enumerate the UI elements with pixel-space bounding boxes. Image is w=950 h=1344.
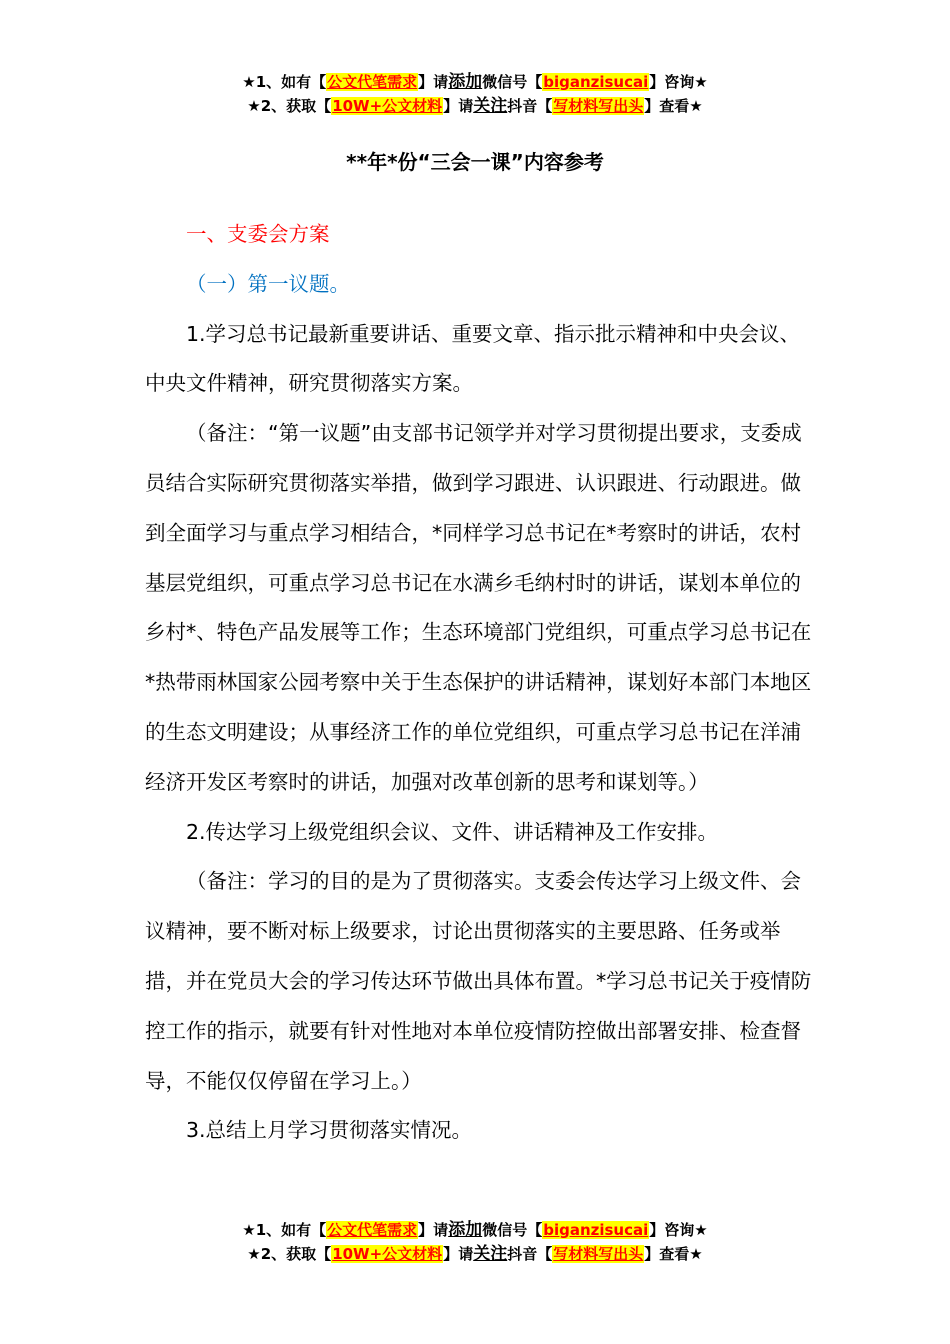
footer-highlight-wechat-id: biganzisucai	[543, 1221, 649, 1239]
footer-highlight-materials: 10W+公文材料	[332, 1245, 443, 1263]
footer-highlight-service: 公文代笔需求	[327, 1221, 418, 1239]
banner-line-2: ★2、获取【10W+公文材料】请关注抖音【写材料写出头】查看★	[247, 96, 703, 116]
footer-highlight-douyin: 写材料写出头	[553, 1245, 644, 1263]
footer-emphasis-add: 添加	[448, 1220, 483, 1240]
paragraph-note-2: （备注：学习的目的是为了贯彻落实。支委会传达学习上级文件、会议精神，要不断对标上级要求，讨论出贯彻落实的主要思路、任务或举措，并在党员大会的学习传达环节做出具体布置。*学习总书记关于疫情防控工作的指示，就要有针对性地对本单位疫情防控做出部署安排、检查督导，不能仅仅停留在学习上。）	[145, 869, 812, 1093]
footer-banner-line-2: ★2、获取【10W+公文材料】请关注抖音【写材料写出头】查看★	[247, 1244, 703, 1264]
document-title: **年*份“三会一课”内容参考	[346, 150, 604, 174]
paragraph-item-2: 2.传达学习上级党组织会议、文件、讲话精神及工作安排。	[186, 819, 719, 844]
paragraph-note-1: （备注：“第一议题”由支部书记领学并对学习贯彻提出要求，支委成员结合实际研究贯彻落实举措，做到学习跟进、认识跟进、行动跟进。做到全面学习与重点学习相结合，*同样学习总书记在*考察时的讲话，农村基层党组织，可重点学习总书记在水满乡毛纳村时的讲话，谋划本单位的乡村*、特色产品发展等工作；生态环境部门党组织，可重点学习总书记在*热带雨林国家公园考察中关于生态保护的讲话精神，谋划好本部门本地区的生态文明建设；从事经济工作的单位党组织，可重点学习总书记在洋浦经济开发区考察时的讲话，加强对改革创新的思考和谋划等。）	[145, 421, 812, 794]
document-body	[145, 210, 815, 1156]
banner-highlight-wechat-id: biganzisucai	[543, 73, 649, 91]
banner-highlight-service: 公文代笔需求	[327, 73, 418, 91]
banner-highlight-douyin: 写材料写出头	[553, 97, 644, 115]
paragraph-item-3: 3.总结上月学习贯彻落实情况。	[186, 1118, 473, 1143]
banner-emphasis-follow: 关注	[473, 96, 508, 116]
banner-highlight-materials: 10W+公文材料	[332, 97, 443, 115]
subsection-heading: （一）第一议题。	[186, 271, 350, 296]
banner-line-1: ★1、如有【公文代笔需求】请添加微信号【biganzisucai】咨询★	[242, 72, 708, 92]
header-banner	[0, 70, 950, 118]
section-heading: 一、支委会方案	[186, 222, 330, 246]
paragraph-item-1: 1.学习总书记最新重要讲话、重要文章、指示批示精神和中央会议、中央文件精神，研究贯彻落实方案。	[145, 321, 801, 396]
footer-emphasis-follow: 关注	[473, 1244, 508, 1264]
banner-emphasis-add: 添加	[448, 72, 483, 92]
footer-banner-line-1: ★1、如有【公文代笔需求】请添加微信号【biganzisucai】咨询★	[242, 1220, 708, 1240]
footer-banner	[0, 1218, 950, 1266]
